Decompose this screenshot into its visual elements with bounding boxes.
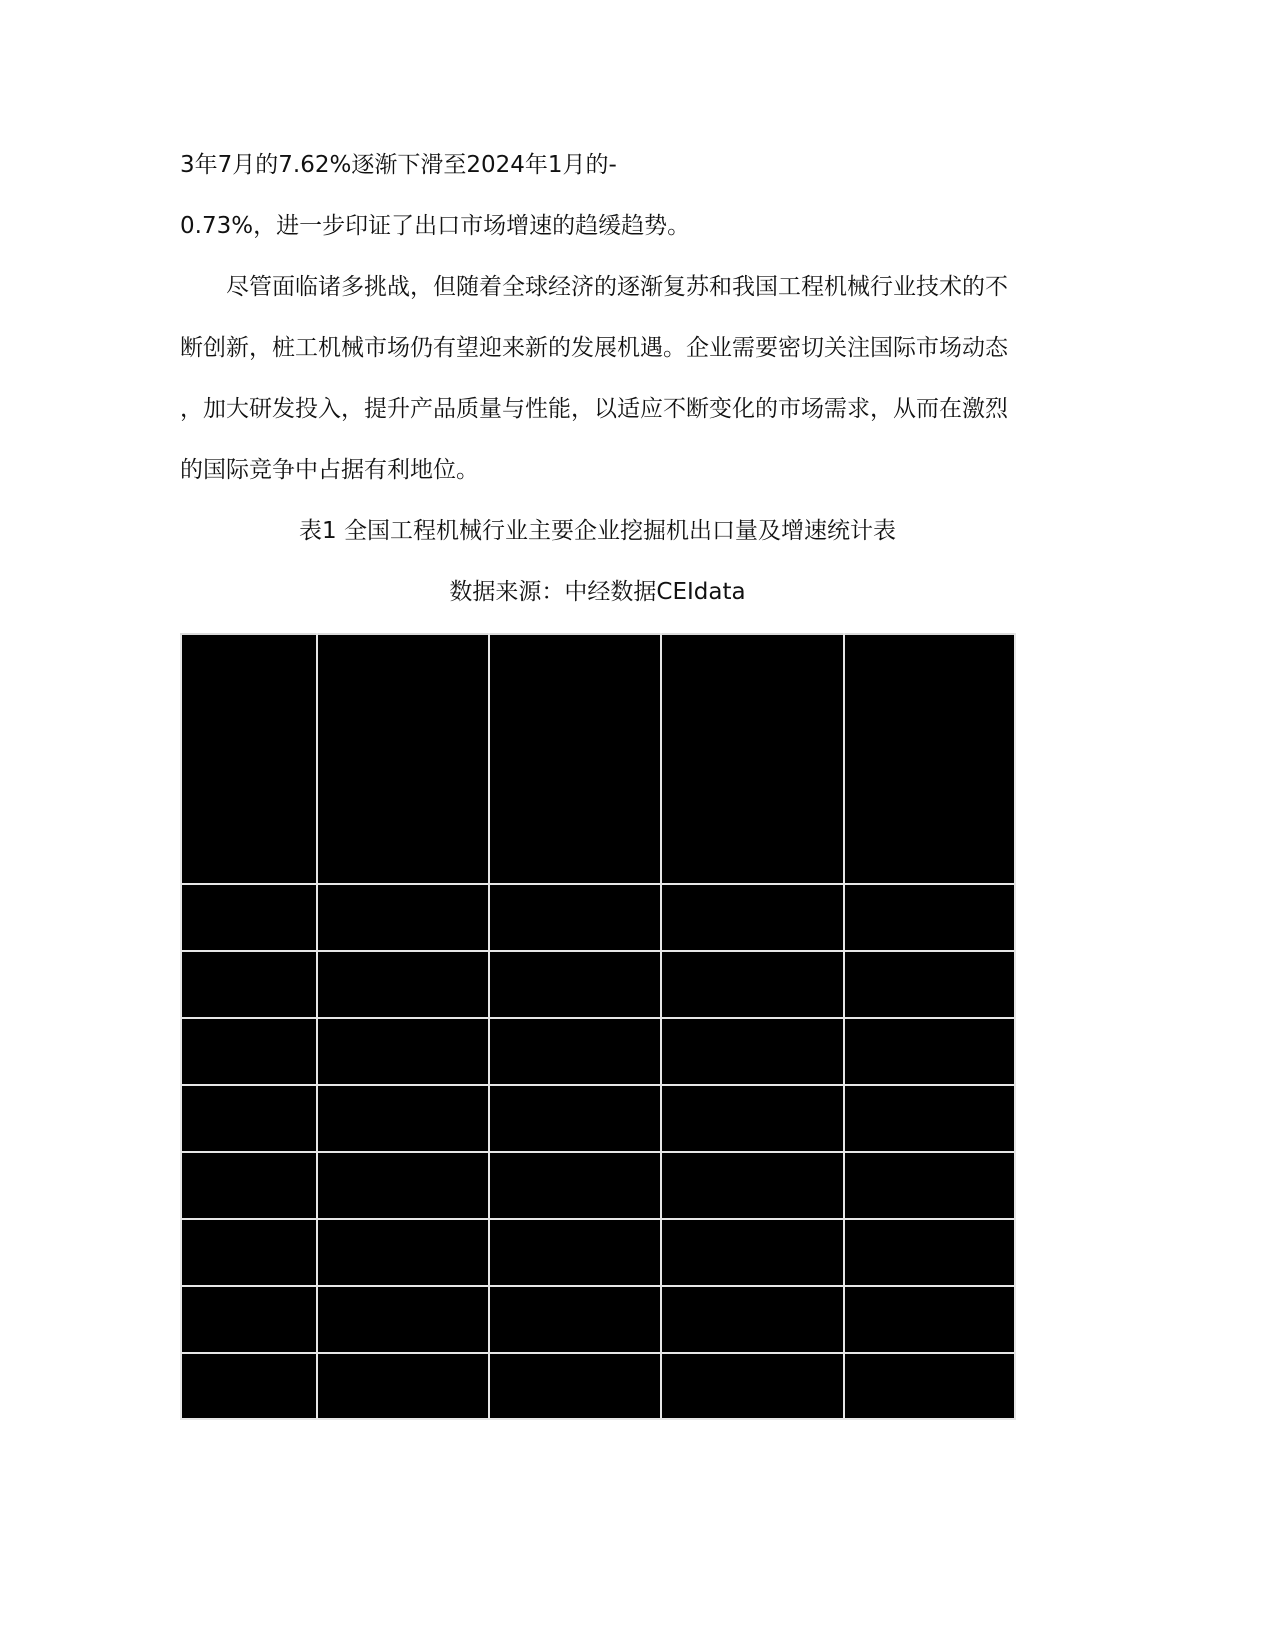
table-cell <box>181 1219 317 1286</box>
table-cell <box>317 1353 489 1419</box>
table-cell <box>489 951 661 1018</box>
table-cell <box>489 884 661 951</box>
table-cell <box>181 1018 317 1085</box>
table-cell <box>181 1152 317 1219</box>
table-caption: 表1 全国工程机械行业主要企业挖掘机出口量及增速统计表 <box>299 518 896 544</box>
table-cell <box>489 1219 661 1286</box>
table-cell <box>844 1353 1015 1419</box>
table-cell <box>661 884 844 951</box>
table-cell <box>489 1018 661 1085</box>
export-statistics-table <box>180 633 1016 1420</box>
paragraph-2-line-3: ，加大研发投入，提升产品质量与性能，以适应不断变化的市场需求，从而在激烈 <box>180 396 1008 422</box>
paragraph-2-line-4: 的国际竞争中占据有利地位。 <box>180 457 479 483</box>
table-cell <box>844 1152 1015 1219</box>
table-row <box>181 1085 1015 1152</box>
table-cell <box>489 1353 661 1419</box>
table-cell <box>844 1085 1015 1152</box>
table-cell <box>317 884 489 951</box>
table-cell <box>661 951 844 1018</box>
table-header-cell <box>181 634 317 884</box>
paragraph-2-line-2: 断创新，桩工机械市场仍有望迎来新的发展机遇。企业需要密切关注国际市场动态 <box>180 335 1008 361</box>
table-cell <box>181 951 317 1018</box>
table-row <box>181 1219 1015 1286</box>
table-cell <box>181 1286 317 1353</box>
table-cell <box>317 1219 489 1286</box>
table-cell <box>317 1286 489 1353</box>
table-row <box>181 1286 1015 1353</box>
table-cell <box>661 1018 844 1085</box>
table-cell <box>317 951 489 1018</box>
table-row <box>181 884 1015 951</box>
table-source: 数据来源：中经数据CEIdata <box>449 579 746 605</box>
table-cell <box>489 1152 661 1219</box>
table-cell <box>489 1085 661 1152</box>
table-cell <box>661 1152 844 1219</box>
table-cell <box>489 1286 661 1353</box>
table-cell <box>661 1353 844 1419</box>
table-header-cell <box>661 634 844 884</box>
table-header-cell <box>489 634 661 884</box>
table-row <box>181 951 1015 1018</box>
table-header-cell <box>844 634 1015 884</box>
paragraph-1-line-2: 0.73%，进一步印证了出口市场增速的趋缓趋势。 <box>180 213 691 239</box>
table-cell <box>317 1018 489 1085</box>
table-cell <box>661 1286 844 1353</box>
table-cell <box>181 1085 317 1152</box>
table-cell <box>844 1018 1015 1085</box>
table-cell <box>661 1085 844 1152</box>
table-row <box>181 1152 1015 1219</box>
table-cell <box>844 1219 1015 1286</box>
table-cell <box>181 1353 317 1419</box>
table-row <box>181 1353 1015 1419</box>
table-cell <box>844 951 1015 1018</box>
paragraph-1-line-1: 3年7月的7.62%逐渐下滑至2024年1月的- <box>180 152 617 178</box>
table-header-row <box>181 634 1015 884</box>
table-header-cell <box>317 634 489 884</box>
table-row <box>181 1018 1015 1085</box>
table-cell <box>844 1286 1015 1353</box>
paragraph-2-line-1: 尽管面临诸多挑战，但随着全球经济的逐渐复苏和我国工程机械行业技术的不 <box>226 274 1008 300</box>
table-cell <box>844 884 1015 951</box>
table-cell <box>317 1152 489 1219</box>
table-cell <box>661 1219 844 1286</box>
table-cell <box>317 1085 489 1152</box>
table-cell <box>181 884 317 951</box>
